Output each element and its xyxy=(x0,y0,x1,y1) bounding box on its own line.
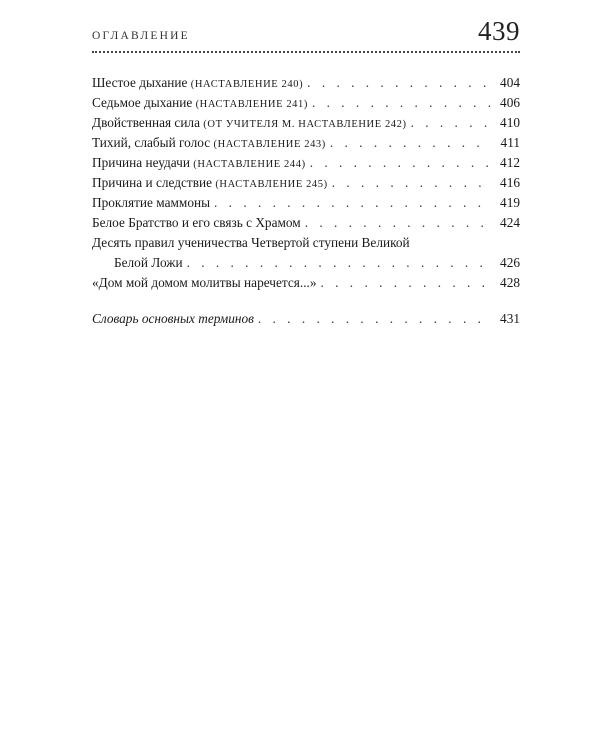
leader-dots xyxy=(258,309,492,329)
running-header xyxy=(90,16,520,50)
dotted-divider xyxy=(92,51,520,53)
toc-entry xyxy=(92,153,520,173)
entry-title: Причина и следствие xyxy=(92,175,212,190)
toc-entry xyxy=(92,273,520,293)
spacer xyxy=(92,293,520,309)
entry-page: 410 xyxy=(500,115,520,130)
entry-page: 412 xyxy=(500,155,520,170)
entry-title-continuation: Белой Ложи xyxy=(114,255,183,270)
entry-page: 411 xyxy=(500,135,520,150)
leader-dots xyxy=(332,173,492,193)
toc-entry xyxy=(92,113,520,133)
toc-entry xyxy=(92,193,520,213)
entry-title: Двойственная сила xyxy=(92,115,200,130)
toc-entry xyxy=(92,73,520,93)
entry-page: 431 xyxy=(500,311,520,326)
entry-title: Тихий, слабый голос xyxy=(92,135,211,150)
entry-page: 419 xyxy=(500,195,520,210)
entry-note: (НАСТАВЛЕНИЕ 245) xyxy=(215,179,328,190)
leader-dots xyxy=(214,193,492,213)
entry-page: 406 xyxy=(500,95,520,110)
entry-note: (НАСТАВЛЕНИЕ 244) xyxy=(193,159,306,170)
toc-entry xyxy=(92,173,520,193)
leader-dots xyxy=(310,153,492,173)
leader-dots xyxy=(312,93,492,113)
toc-entry xyxy=(92,93,520,113)
leader-dots xyxy=(305,213,492,233)
entry-title: Десять правил ученичества Четвертой ступени Великой xyxy=(92,235,410,250)
leader-dots xyxy=(321,273,493,293)
table-of-contents xyxy=(92,73,520,329)
leader-dots xyxy=(307,73,492,93)
leader-dots xyxy=(330,133,492,153)
entry-title: Белое Братство и его связь с Храмом xyxy=(92,215,301,230)
entry-title: Проклятие маммоны xyxy=(92,195,211,210)
entry-note: (НАСТАВЛЕНИЕ 240) xyxy=(190,79,304,90)
leader-dots xyxy=(411,113,492,133)
entry-title: Причина неудачи xyxy=(92,155,190,170)
entry-page: 428 xyxy=(500,275,520,290)
entry-title: Словарь основных терминов xyxy=(92,311,254,326)
toc-entry xyxy=(92,133,520,153)
entry-title: Седьмое дыхание xyxy=(92,95,193,110)
toc-entry-glossary xyxy=(92,309,520,329)
entry-title: Шестое дыхание xyxy=(92,75,188,90)
page-number: 439 xyxy=(478,16,520,46)
entry-note: (НАСТАВЛЕНИЕ 241) xyxy=(195,99,308,110)
section-title: ОГЛАВЛЕНИЕ xyxy=(92,30,190,42)
entry-page: 416 xyxy=(500,175,520,190)
toc-entry xyxy=(92,213,520,233)
entry-note: (НАСТАВЛЕНИЕ 243) xyxy=(213,139,326,150)
entry-page: 404 xyxy=(500,75,520,90)
leader-dots xyxy=(187,253,492,273)
entry-page: 426 xyxy=(500,255,520,270)
entry-page: 424 xyxy=(500,215,520,230)
toc-entry xyxy=(92,233,520,273)
entry-note: (ОТ УЧИТЕЛЯ М. НАСТАВЛЕНИЕ 242) xyxy=(203,119,407,130)
entry-title: «Дом мой домом молитвы наречется...» xyxy=(92,275,317,290)
